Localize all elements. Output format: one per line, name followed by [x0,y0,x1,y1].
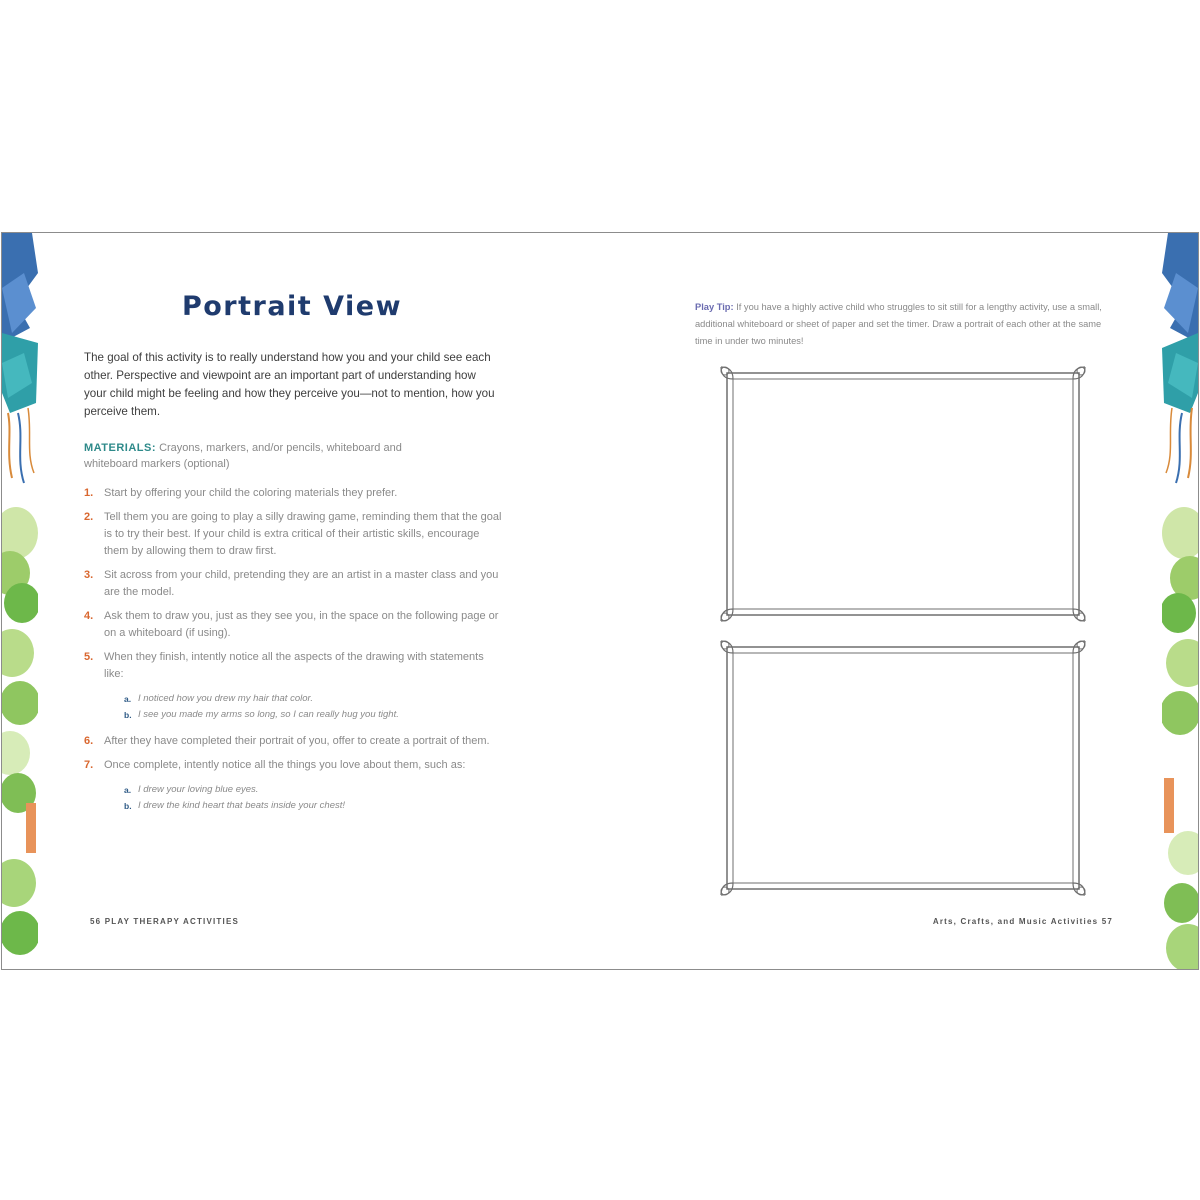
sub-item-label: b. [124,710,132,720]
left-decorative-border [2,233,38,969]
step-item [82,485,502,502]
step-text: After they have completed their portrait of you, offer to create a portrait of them. [104,735,490,747]
step-number: 6. [84,735,94,747]
step-item [82,649,502,723]
sub-list [124,782,502,814]
play-tip-text: If you have a highly active child who struggles to sit still for a lengthy activity, use a small, additional whiteboard or sheet of paper and set the timer. Draw a portrait of each other at the same time in under two minutes! [695,302,1102,346]
sub-item [124,707,502,723]
sub-item-text: I drew your loving blue eyes. [138,784,259,795]
step-item [82,733,502,750]
materials-label: MATERIALS: [84,442,157,454]
step-number: 3. [84,569,94,581]
step-number: 7. [84,759,94,771]
sub-item-label: a. [124,785,132,795]
step-item [82,567,502,601]
step-text: Once complete, intently notice all the things you love about them, such as: [104,759,466,771]
sub-item [124,798,502,814]
step-text: Ask them to draw you, just as they see you, in the space on the following page or on a whiteboard (if using). [104,610,499,639]
sub-item [124,691,502,707]
play-tip-label: Play Tip: [695,302,734,312]
book-spread [1,232,1199,970]
step-number: 1. [84,487,94,499]
sub-item-text: I noticed how you drew my hair that color. [138,693,313,704]
step-item [82,757,502,814]
right-page [692,233,1117,969]
step-number: 5. [84,651,94,663]
ornate-frame-icon [717,363,1089,625]
foliage-illustration-left [2,233,38,969]
step-text: Sit across from your child, pretending they are an artist in a master class and you are the model. [104,569,499,598]
drawing-frame-bottom[interactable] [717,637,1089,899]
right-page-footer: Arts, Crafts, and Music Activities 57 [932,917,1113,926]
left-page [82,233,502,969]
materials-paragraph [84,440,454,472]
play-tip [695,299,1115,350]
step-text: When they finish, intently notice all the aspects of the drawing with statements like: [104,651,484,680]
sub-item [124,782,502,798]
steps-list [82,485,502,824]
sub-item-label: a. [124,694,132,704]
ornate-frame-icon [717,637,1089,899]
left-page-footer: 56 PLAY THERAPY ACTIVITIES [90,917,240,926]
step-item [82,509,502,560]
step-item [82,608,502,642]
foliage-illustration-right [1162,233,1198,969]
page-title: Portrait View [181,291,403,322]
step-number: 2. [84,511,94,523]
right-decorative-border [1162,233,1198,969]
materials-text: Crayons, markers, and/or pencils, whiteboard and whiteboard markers (optional) [84,442,402,470]
step-number: 4. [84,610,94,622]
step-text: Tell them you are going to play a silly drawing game, reminding them that the goal is to try their best. If your child is extra critical of their artistic skills, encourage them by allowing them to draw first. [104,511,502,557]
sub-item-text: I drew the kind heart that beats inside your chest! [138,800,346,811]
step-text: Start by offering your child the coloring materials they prefer. [104,487,398,499]
sub-list [124,691,502,723]
drawing-frame-top[interactable] [717,363,1089,625]
sub-item-label: b. [124,801,132,811]
intro-paragraph: The goal of this activity is to really understand how you and your child see each other. Perspective and viewpoint are an important part of understanding how your child might be feeling and how they perceive you—not to mention, how you perceive them. [84,351,495,418]
sub-item-text: I see you made my arms so long, so I can really hug you tight. [138,709,399,720]
